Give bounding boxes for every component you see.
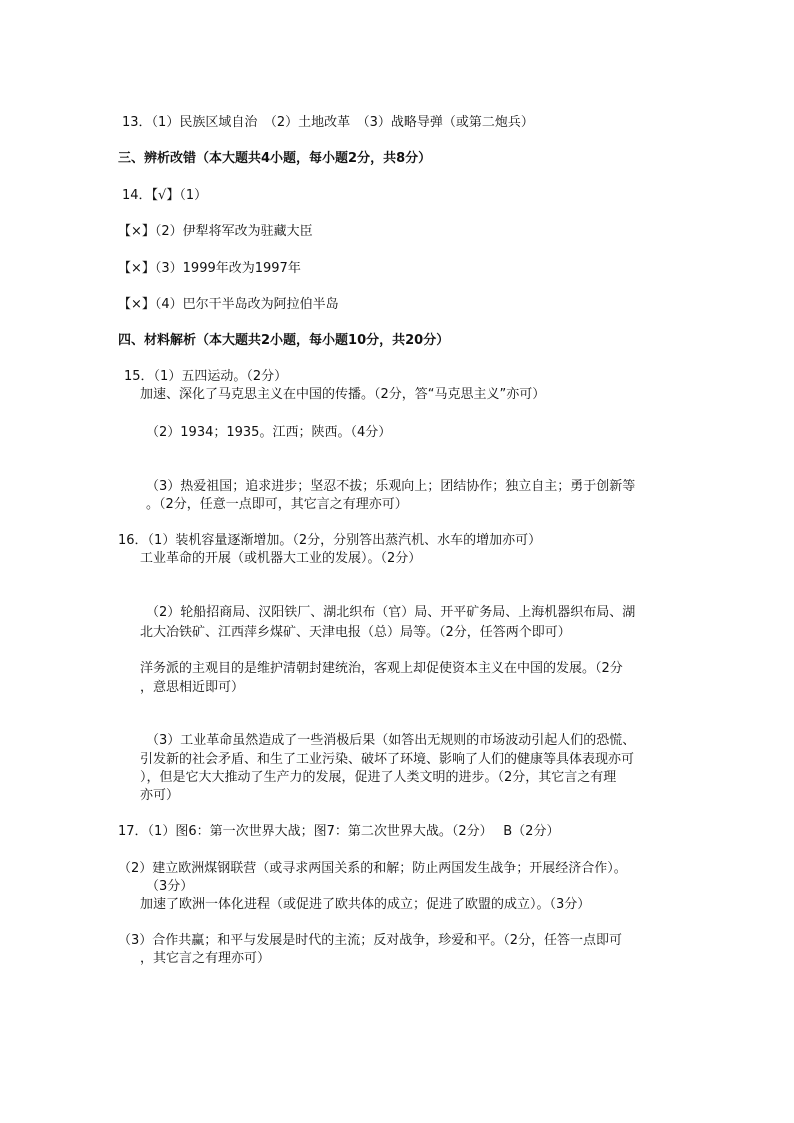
q14-item-1: 14．【√】（1） [122, 188, 208, 203]
q13-answer: 13．（1）民族区域自治 （2）土地改革 （3）战略导弹（或第二炮兵） [122, 115, 534, 130]
q14-item-2: 【×】（2）伊犁将军改为驻藏大臣 [118, 224, 313, 239]
q16-part2-line4: ，意思相近即可） [140, 680, 245, 695]
q16-part3-line1: （3）工业革命虽然造成了一些消极后果（如答出无规则的市场波动引起人们的恐慌、 [146, 733, 636, 748]
q17-part2-line3: 加速了欧洲一体化进程（或促进了欧共体的成立；促进了欧盟的成立）。（3分） [140, 897, 591, 912]
q17-part1: 17．（1）图6：第一次世界大战；图7：第二次世界大战。（2分） B（2分） [118, 824, 560, 839]
q16-part1-line2: 工业革命的开展（或机器大工业的发展）。（2分） [140, 551, 422, 566]
section-3-heading: 三、辨析改错（本大题共4小题，每小题2分，共8分） [118, 151, 432, 166]
q14-item-3: 【×】（3）1999年改为1997年 [118, 261, 301, 276]
q14-item-4: 【×】（4）巴尔干半岛改为阿拉伯半岛 [118, 297, 339, 312]
q16-part3-line2: 引发新的社会矛盾、和生了工业污染、破坏了环境、影响了人们的健康等具体表现亦可 [140, 752, 635, 767]
q17-part2-line2: （3分） [146, 879, 194, 894]
q16-part1-line1: 16．（1）装机容量逐渐增加。（2分，分别答出蒸汽机、水车的增加亦可） [118, 533, 542, 548]
q15-part3-line2: 。（2分，任意一点即可，其它言之有理亦可） [146, 497, 408, 512]
q16-part2-line3: 洋务派的主观目的是维护清朝封建统治，客观上却促使资本主义在中国的发展。（2分 [140, 661, 623, 676]
q15-part1-line1: 15．（1）五四运动。（2分） [124, 369, 288, 384]
q17-part3-line1: （3）合作共赢；和平与发展是时代的主流；反对战争，珍爱和平。（2分，任答一点即可 [118, 933, 623, 948]
q16-part3-line3: ），但是它大大推动了生产力的发展，促进了人类文明的进步。（2分，其它言之有理 [140, 770, 617, 785]
q17-part2-line1: （2）建立欧洲煤钢联营（或寻求两国关系的和解；防止两国发生战争；开展经济合作）。 [118, 861, 627, 876]
q16-part2-line1: （2）轮船招商局、汉阳铁厂、湖北织布（官）局、开平矿务局、上海机器织布局、湖 [146, 605, 636, 620]
q15-part3-line1: （3）热爱祖国；追求进步；坚忍不拔；乐观向上；团结协作；独立自主；勇于创新等 [146, 479, 636, 494]
q16-part2-line2: 北大冶铁矿、江西萍乡煤矿、天津电报（总）局等。（2分，任答两个即可） [140, 625, 571, 640]
section-4-heading: 四、材料解析（本大题共2小题，每小题10分，共20分） [118, 333, 450, 348]
q16-part3-line4: 亦可） [140, 788, 180, 803]
q15-part1-line2: 加速、深化了马克思主义在中国的传播。（2分，答“马克思主义”亦可） [140, 387, 546, 402]
q15-part2: （2）1934；1935。江西；陕西。（4分） [146, 425, 392, 440]
q17-part3-line2: ，其它言之有理亦可） [140, 951, 271, 966]
